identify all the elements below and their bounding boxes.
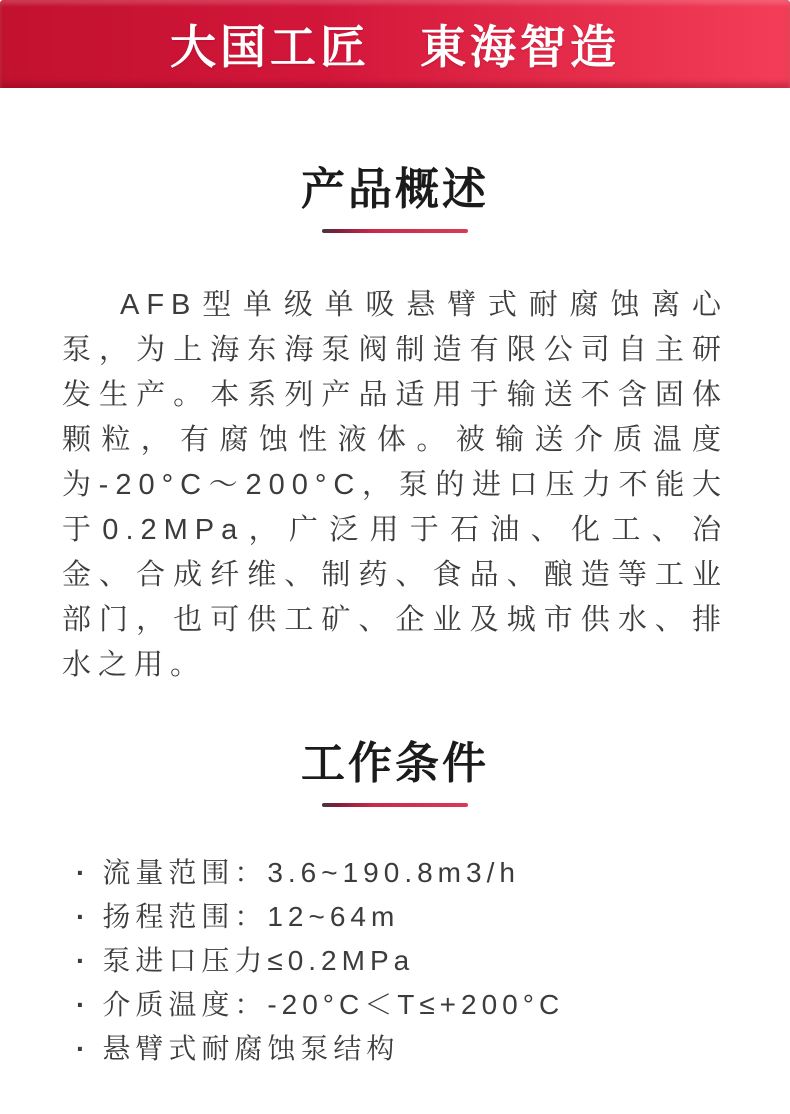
condition-text: 悬臂式耐腐蚀泵结构 bbox=[102, 1033, 400, 1064]
condition-list-item bbox=[76, 1027, 740, 1071]
overview-paragraph: AFB型单级单吸悬臂式耐腐蚀离心泵，为上海东海泵阀制造有限公司自主研发生产。本系列产品适用于输送不含固体颗粒，有腐蚀性液体。被输送介质温度为-20°C～200°C，泵的进口压力不能大于0.2MPa，广泛用于石油、化工、冶金、合成纤维、制药、食品、酿造等工业部门，也可供工矿、企业及城市供水、排水之用。 bbox=[62, 289, 728, 681]
condition-list-item bbox=[76, 895, 740, 939]
condition-list-item bbox=[76, 983, 740, 1027]
conditions-section-title: 工作条件 bbox=[301, 739, 489, 788]
condition-text: 泵进口压力≤0.2MPa bbox=[102, 945, 415, 976]
overview-section bbox=[0, 165, 790, 688]
overview-section-title: 产品概述 bbox=[301, 165, 489, 214]
condition-list-item bbox=[76, 939, 740, 983]
condition-text: 流量范围：3.6~190.8m3/h bbox=[102, 857, 520, 888]
title-underline-accent bbox=[322, 229, 468, 233]
brand-banner bbox=[0, 0, 790, 88]
bullet-dot: · bbox=[76, 901, 91, 932]
condition-list-item bbox=[76, 851, 740, 895]
bullet-dot: · bbox=[76, 945, 91, 976]
condition-text: 介质温度：-20°C＜T≤+200°C bbox=[102, 989, 565, 1020]
conditions-section-header bbox=[0, 739, 790, 807]
conditions-section bbox=[0, 739, 790, 1071]
title-underline-accent bbox=[322, 803, 468, 807]
condition-text: 扬程范围：12~64m bbox=[102, 901, 400, 932]
bullet-dot: · bbox=[76, 857, 91, 888]
banner-slogan: 大国工匠 東海智造 bbox=[170, 21, 620, 73]
conditions-list bbox=[0, 851, 790, 1071]
bullet-dot: · bbox=[76, 1033, 91, 1064]
overview-section-header bbox=[0, 165, 790, 233]
bullet-dot: · bbox=[76, 989, 91, 1020]
